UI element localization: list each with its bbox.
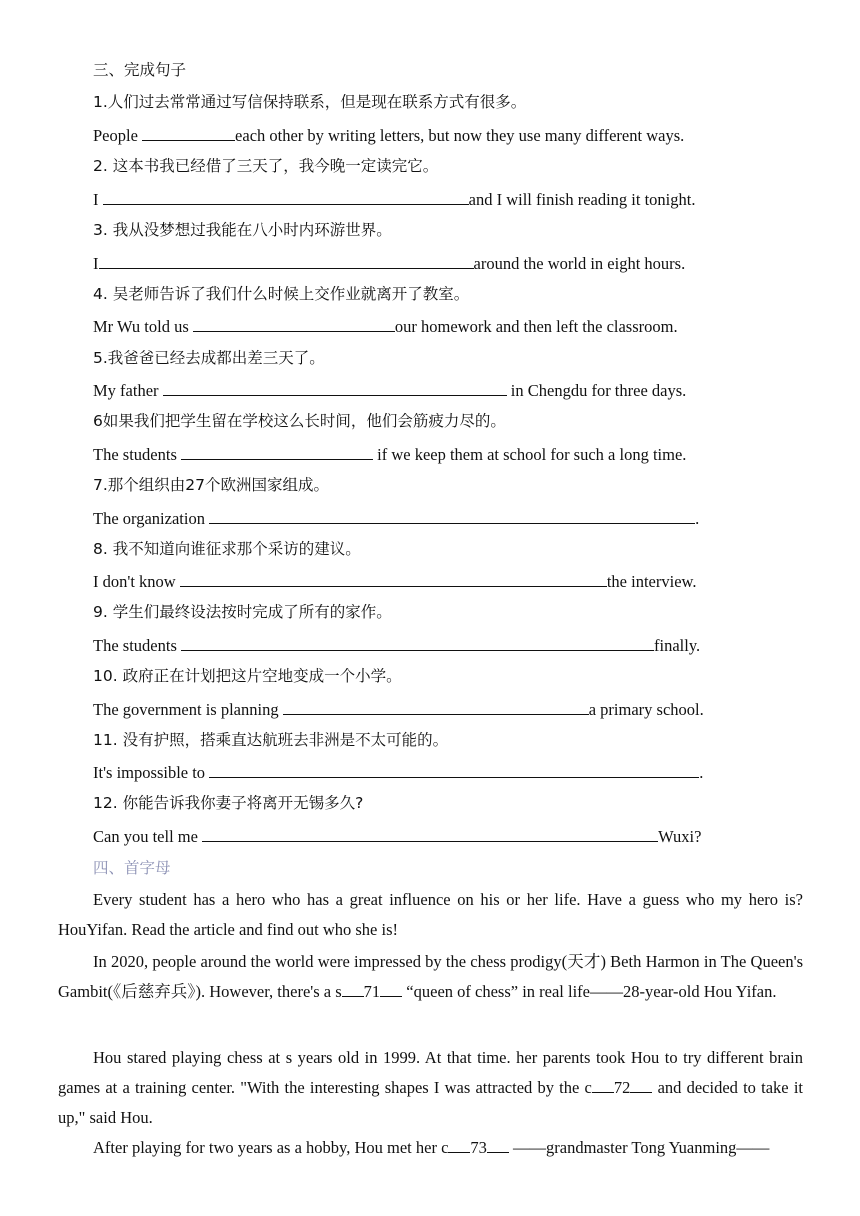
question-11-suffix: . xyxy=(699,763,704,782)
question-5-english xyxy=(93,380,820,402)
question-7-prefix: The organization xyxy=(93,509,210,528)
section-heading-complete-sentences: 三、完成句子 xyxy=(93,61,187,79)
question-2-prefix: I xyxy=(93,190,103,209)
question-6-english xyxy=(93,444,820,466)
question-6-chinese: 6如果我们把学生留在学校这么长时间，他们会筋疲力尽的。 xyxy=(93,412,506,430)
blank-number-73: 73 xyxy=(470,1138,487,1157)
passage-paragraph-3: Hou stared playing chess at s years old in 1999. At that time. her parents took Hou to try different brain games at a training center. "With the interesting shapes I was attracted by the c 72 and decided to take it up," said Hou. xyxy=(58,1048,803,1127)
question-1-chinese: 1.人们过去常常通过写信保持联系，但是现在联系方式有很多。 xyxy=(93,93,527,111)
question-8-english xyxy=(93,571,820,593)
blank-73-right[interactable] xyxy=(487,1138,509,1153)
question-8-prefix: I don't know xyxy=(93,572,180,591)
question-1-suffix: each other by writing letters, but now they use many different ways. xyxy=(235,126,685,145)
section-heading-initial-letters: 四、首字母 xyxy=(93,859,171,877)
question-4-blank[interactable] xyxy=(193,316,395,332)
question-2-english xyxy=(93,189,820,211)
question-5-prefix: My father xyxy=(93,381,163,400)
question-10-english xyxy=(93,699,820,721)
question-3-suffix: around the world in eight hours. xyxy=(473,254,686,273)
question-7-suffix: . xyxy=(695,509,700,528)
blank-71-left[interactable] xyxy=(342,982,364,997)
question-8-blank[interactable] xyxy=(180,571,607,587)
question-12-suffix: Wuxi? xyxy=(658,827,702,846)
question-2-blank[interactable] xyxy=(103,189,469,205)
question-11-blank[interactable] xyxy=(209,762,699,778)
question-6-blank[interactable] xyxy=(181,444,373,460)
question-1-blank[interactable] xyxy=(142,125,235,141)
question-9-chinese: 9. 学生们最终设法按时完成了所有的家作。 xyxy=(93,603,392,621)
question-4-english xyxy=(93,316,820,338)
question-2-suffix: and I will finish reading it tonight. xyxy=(468,190,696,209)
blank-72-left[interactable] xyxy=(592,1078,614,1093)
blank-72-right[interactable] xyxy=(630,1078,652,1093)
blank-71-right[interactable] xyxy=(380,982,402,997)
question-11-prefix: It's impossible to xyxy=(93,763,210,782)
question-7-english xyxy=(93,508,820,530)
blank-number-72: 72 xyxy=(613,1078,631,1097)
question-5-blank[interactable] xyxy=(163,380,507,396)
question-2-chinese: 2. 这本书我已经借了三天了，我今晚一定读完它。 xyxy=(93,157,439,175)
question-3-blank[interactable] xyxy=(99,253,474,269)
question-9-english xyxy=(93,635,820,657)
blank-73-left[interactable] xyxy=(448,1138,470,1153)
question-11-chinese: 11. 没有护照，搭乘直达航班去非洲是不太可能的。 xyxy=(93,731,449,749)
question-11-english xyxy=(93,762,820,784)
question-4-suffix: our homework and then left the classroom. xyxy=(394,317,678,336)
question-9-prefix: The students xyxy=(93,636,181,655)
question-12-chinese: 12. 你能告诉我你妻子将离开无锡多久? xyxy=(93,794,364,812)
passage-paragraph-2: In 2020, people around the world were impressed by the chess prodigy(天才) Beth Harmon in The Queen's Gambit(《后慈弃兵》). However, there's a s 71 “queen of chess” in real life——28-year-old Hou Yifan. xyxy=(58,952,803,1001)
passage-paragraph-4: After playing for two years as a hobby, Hou met her c 73 ——grandmaster Tong Yuanming—— xyxy=(93,1138,770,1157)
question-1-english xyxy=(93,125,820,147)
question-4-chinese: 4. 吴老师告诉了我们什么时候上交作业就离开了教室。 xyxy=(93,285,470,303)
question-1-prefix: People xyxy=(93,126,143,145)
question-9-blank[interactable] xyxy=(181,635,654,651)
passage-paragraph-1: Every student has a hero who has a great influence on his or her life. Have a guess who my hero is? HouYifan. Read the article and find out who she is! xyxy=(58,890,803,939)
question-6-prefix: The students xyxy=(93,445,181,464)
question-8-suffix: the interview. xyxy=(606,572,697,591)
question-7-chinese: 7.那个组织由27个欧洲国家组成。 xyxy=(93,476,330,494)
question-3-english xyxy=(93,253,820,275)
question-10-suffix: a primary school. xyxy=(588,700,704,719)
question-12-prefix: Can you tell me xyxy=(93,827,203,846)
question-7-blank[interactable] xyxy=(209,508,695,524)
question-8-chinese: 8. 我不知道向谁征求那个采访的建议。 xyxy=(93,540,361,558)
question-12-english xyxy=(93,826,820,848)
question-6-suffix: if we keep them at school for such a long time. xyxy=(373,445,687,464)
question-3-prefix: I xyxy=(93,254,99,273)
question-10-prefix: The government is planning xyxy=(93,700,283,719)
question-9-suffix: finally. xyxy=(654,636,701,655)
question-10-chinese: 10. 政府正在计划把这片空地变成一个小学。 xyxy=(93,667,402,685)
question-3-chinese: 3. 我从没梦想过我能在八小时内环游世界。 xyxy=(93,221,392,239)
blank-number-71: 71 xyxy=(363,982,381,1001)
question-4-prefix: Mr Wu told us xyxy=(93,317,193,336)
question-10-blank[interactable] xyxy=(283,699,589,715)
question-12-blank[interactable] xyxy=(202,826,658,842)
question-5-suffix: in Chengdu for three days. xyxy=(506,381,687,400)
question-5-chinese: 5.我爸爸已经去成都出差三天了。 xyxy=(93,349,325,367)
